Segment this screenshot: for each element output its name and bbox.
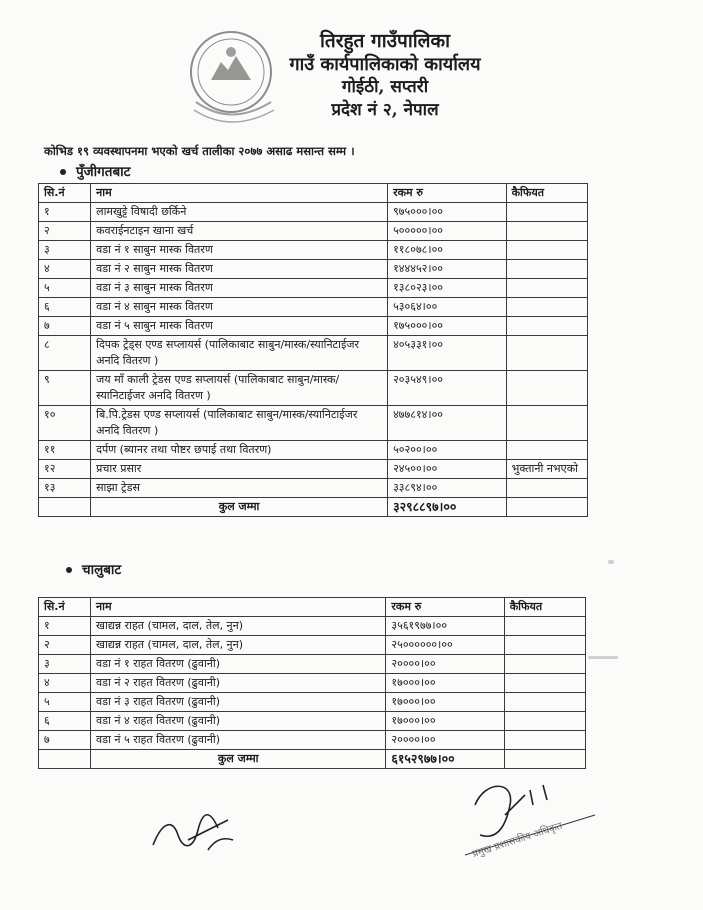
table-cell: १३८०२३।०० <box>388 279 507 298</box>
table-cell: प्रचार प्रसार <box>91 460 388 479</box>
province-name: प्रदेश नं २, नेपाल <box>331 100 439 120</box>
table-row <box>39 441 588 460</box>
table-cell: ९ <box>39 371 91 406</box>
table-cell <box>504 712 585 731</box>
table-cell: वडा नं २ साबुन मास्क वितरण <box>91 260 388 279</box>
table-cell: १ <box>39 617 91 636</box>
table-row <box>39 460 588 479</box>
table-cell: ४ <box>39 674 91 693</box>
table-cell: ४७७८१४।०० <box>388 406 507 441</box>
header-sn: सि.नं <box>39 598 91 617</box>
header-amount: रकम रु <box>386 598 504 617</box>
table-row <box>39 279 588 298</box>
table-cell: जय माँ काली ट्रेडस एण्ड सप्लायर्स (पालिकाबाट साबुन/मास्क/स्यानिटाईजर अनदि वितरण ) <box>91 371 388 406</box>
table-cell: १७०००।०० <box>386 712 504 731</box>
table-cell: ५०००००।०० <box>388 222 507 241</box>
table-row <box>39 406 588 441</box>
table-cell <box>506 203 587 222</box>
table-row <box>39 636 586 655</box>
table-row <box>39 241 588 260</box>
table-cell: वडा नं ५ साबुन मास्क वितरण <box>91 317 388 336</box>
signature-left <box>148 800 238 860</box>
table-cell <box>504 674 585 693</box>
header-name: नाम <box>91 598 386 617</box>
header-remarks: कैफियत <box>504 598 585 617</box>
section-capital-title: पुँजीगतबाट <box>60 162 131 180</box>
table-cell: २००००।०० <box>386 731 504 750</box>
table-cell: बि.पि.ट्रेडस एण्ड सप्लायर्स (पालिकाबाट साबुन/मास्क/स्यानिटाईजर अनदि वितरण ) <box>91 406 388 441</box>
table-cell: ५३०६४।०० <box>388 298 507 317</box>
table-cell <box>504 693 585 712</box>
table-cell: २४५००।०० <box>388 460 507 479</box>
table-cell: १७०००।०० <box>386 674 504 693</box>
table-cell: ७ <box>39 731 91 750</box>
table-cell: ४ <box>39 260 91 279</box>
table-cell: ७ <box>39 317 91 336</box>
header-sn: सि.नं <box>39 184 91 203</box>
table-cell <box>506 371 587 406</box>
table-row <box>39 693 586 712</box>
header-remarks: कैफियत <box>506 184 587 203</box>
table-cell: ३ <box>39 241 91 260</box>
table-row <box>39 336 588 371</box>
table-cell: २ <box>39 222 91 241</box>
table-row <box>39 731 586 750</box>
scan-speck <box>608 560 614 564</box>
table-cell: खाद्यन्न राहत (चामल, दाल, तेल, नुन) <box>91 636 386 655</box>
table-cell: १ <box>39 203 91 222</box>
table-cell: ११ <box>39 441 91 460</box>
table-cell: १३ <box>39 479 91 498</box>
total-row <box>39 498 588 517</box>
table-cell: भुक्तानी नभएको <box>506 460 587 479</box>
total-label: कुल जम्मा <box>91 750 386 769</box>
table-cell: दर्पण (ब्यानर तथा पोष्टर छपाई तथा वितरण) <box>91 441 388 460</box>
table-cell <box>504 636 585 655</box>
table-row <box>39 298 588 317</box>
table-cell <box>506 406 587 441</box>
table-cell <box>506 441 587 460</box>
table-cell <box>504 617 585 636</box>
table-row <box>39 479 588 498</box>
table-cell <box>506 498 587 517</box>
table-cell: वडा नं ३ राहत वितरण (ढुवानी) <box>91 693 386 712</box>
table-cell: दिपक ट्रेड्स एण्ड सप्लायर्स (पालिकाबाट साबुन/मास्क/स्यानिटाईजर अनदि वितरण ) <box>91 336 388 371</box>
table-cell: ६ <box>39 712 91 731</box>
table-row <box>39 617 586 636</box>
table-cell: ५ <box>39 693 91 712</box>
bullet-icon <box>60 169 66 175</box>
table-cell <box>504 731 585 750</box>
table-cell: ५ <box>39 279 91 298</box>
table-cell <box>506 298 587 317</box>
table-cell: ४०५३३१।०० <box>388 336 507 371</box>
total-amount: ३२९८८९७।०० <box>388 498 507 517</box>
table-cell: वडा नं ५ राहत वितरण (ढुवानी) <box>91 731 386 750</box>
table-cell <box>506 336 587 371</box>
table-cell <box>506 317 587 336</box>
table-cell <box>504 655 585 674</box>
table-cell: २५००००००।०० <box>386 636 504 655</box>
table-cell: वडा नं १ साबुन मास्क वितरण <box>91 241 388 260</box>
table-cell <box>39 750 91 769</box>
table-cell: कवराईनटाइन खाना खर्च <box>91 222 388 241</box>
document-subtitle: कोभिड १९ व्यवस्थापनमा भएको खर्च तालीका २०७७ असाढ मसान्त सम्म । <box>44 144 355 158</box>
table-row <box>39 674 586 693</box>
table-cell: वडा नं २ राहत वितरण (ढुवानी) <box>91 674 386 693</box>
table-cell: साझा ट्रेडस <box>91 479 388 498</box>
table-row <box>39 203 588 222</box>
header-name: नाम <box>91 184 388 203</box>
header-amount: रकम रु <box>388 184 507 203</box>
table-cell: २ <box>39 636 91 655</box>
table-row <box>39 712 586 731</box>
table-cell <box>506 241 587 260</box>
document-header <box>250 30 520 122</box>
table-cell: वडा नं ४ साबुन मास्क वितरण <box>91 298 388 317</box>
table-row <box>39 260 588 279</box>
table-cell: २०३५४९।०० <box>388 371 507 406</box>
table-cell: २००००।०० <box>386 655 504 674</box>
table-cell <box>506 260 587 279</box>
table-cell: ११८०७८।०० <box>388 241 507 260</box>
office-location: गोईठी, सप्तरी <box>341 77 429 97</box>
table-cell: ३ <box>39 655 91 674</box>
table-cell: ९७५०००।०० <box>388 203 507 222</box>
table-cell: ३५६१९७७।०० <box>386 617 504 636</box>
table-cell: खाद्यन्न राहत (चामल, दाल, तेल, नुन) <box>91 617 386 636</box>
total-label: कुल जम्मा <box>91 498 388 517</box>
table-cell: ८ <box>39 336 91 371</box>
table-row <box>39 655 586 674</box>
table-cell <box>504 750 585 769</box>
table-cell: १० <box>39 406 91 441</box>
total-amount: ६१५२९७७।०० <box>386 750 504 769</box>
office-name: गाउँ कार्यपालिकाको कार्यालय <box>289 54 481 75</box>
table-cell: १७५०००।०० <box>388 317 507 336</box>
capital-expense-table <box>38 183 588 517</box>
table-cell <box>506 479 587 498</box>
table-row <box>39 222 588 241</box>
table-cell <box>506 222 587 241</box>
table-cell: १२ <box>39 460 91 479</box>
table-cell: ५०२००।०० <box>388 441 507 460</box>
municipality-name: तिरहुत गाउँपालिका <box>319 30 451 52</box>
table-cell: वडा नं ४ राहत वितरण (ढुवानी) <box>91 712 386 731</box>
table-cell: १७०००।०० <box>386 693 504 712</box>
table-cell: ६ <box>39 298 91 317</box>
table-row <box>39 317 588 336</box>
table-cell: लामखुट्टे विषादी छर्किने <box>91 203 388 222</box>
table-cell <box>506 279 587 298</box>
table-cell: वडा नं १ राहत वितरण (ढुवानी) <box>91 655 386 674</box>
table-cell: ३३८९४।०० <box>388 479 507 498</box>
total-row <box>39 750 586 769</box>
officer-stamp: प्रमुख प्रशासकीय अधिकृत <box>471 820 564 861</box>
table-cell: १४४४५२।०० <box>388 260 507 279</box>
bullet-icon <box>66 567 72 573</box>
table-header-row <box>39 184 588 203</box>
table-cell: वडा नं ३ साबुन मास्क वितरण <box>91 279 388 298</box>
recurrent-expense-table <box>38 597 586 769</box>
section-recurrent-title: चालुबाट <box>66 560 121 578</box>
scan-speck <box>588 656 618 659</box>
table-row <box>39 371 588 406</box>
table-cell <box>39 498 91 517</box>
table-header-row <box>39 598 586 617</box>
